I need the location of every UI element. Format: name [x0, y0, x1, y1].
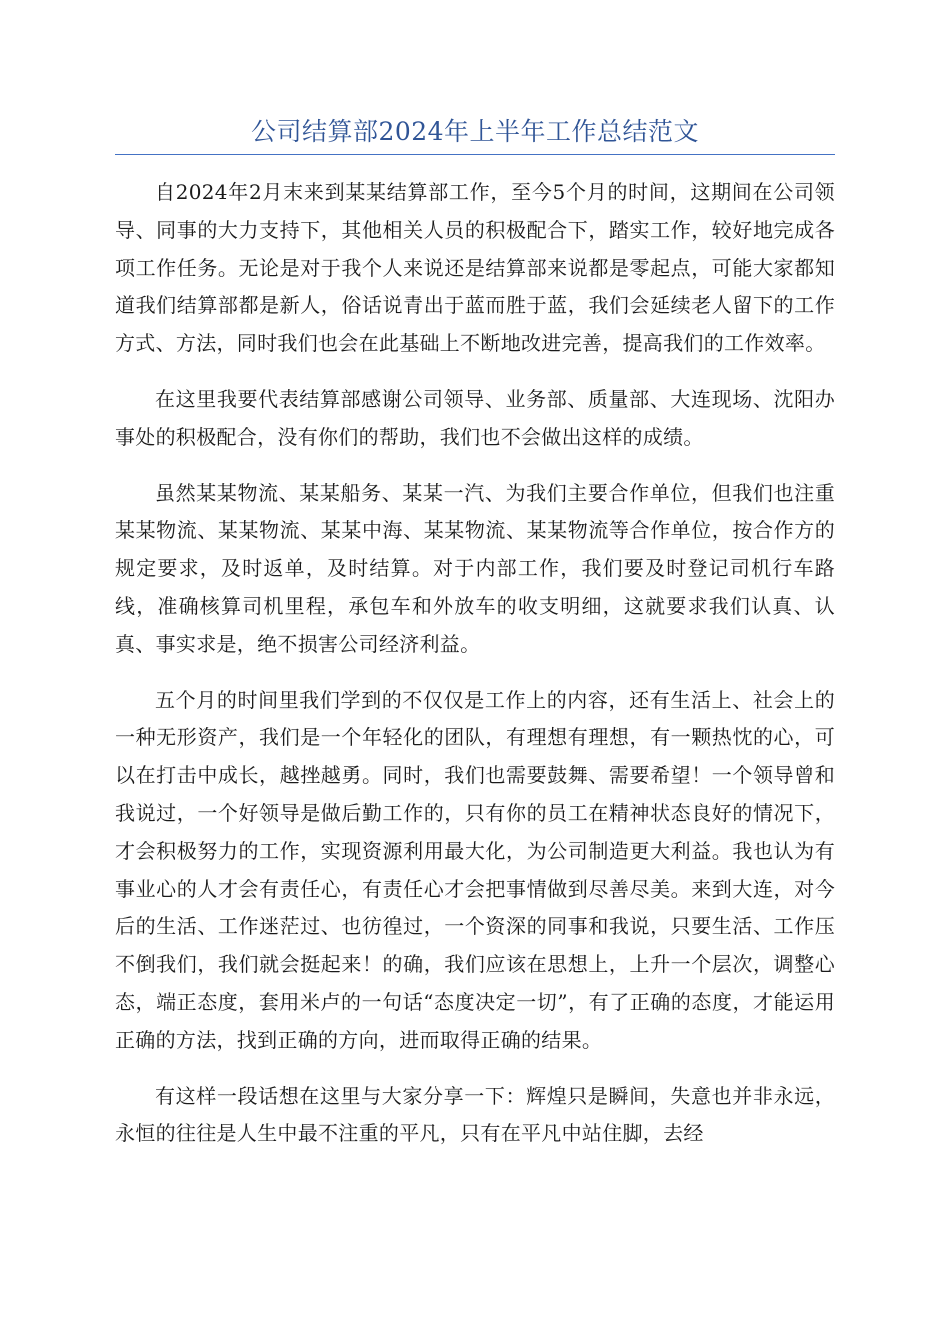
- document-title: 公司结算部2024年上半年工作总结范文: [250, 117, 700, 146]
- paragraph-1: 自2024年2月末来到某某结算部工作，至今5个月的时间，这期间在公司领导、同事的大力支持下，其他相关人员的积极配合下，踏实工作，较好地完成各项工作任务。无论是对于我个人来说还是结算部来说都是零起点，可能大家都知道我们结算部都是新人，俗话说青出于蓝而胜于蓝，我们会延续老人留下的工作方式、方法，同时我们也会在此基础上不断地改进完善，提高我们的工作效率。: [115, 180, 835, 356]
- paragraph-2: 在这里我要代表结算部感谢公司领导、业务部、质量部、大连现场、沈阳办事处的积极配合，没有你们的帮助，我们也不会做出这样的成绩。: [115, 386, 835, 449]
- paragraph-5: 有这样一段话想在这里与大家分享一下：辉煌只是瞬间，失意也并非永远，永恒的往往是人生中最不注重的平凡，只有在平凡中站住脚，去经: [115, 1083, 835, 1146]
- document-body: [115, 174, 835, 1171]
- title-underline: [115, 154, 835, 155]
- paragraph-4: 五个月的时间里我们学到的不仅仅是工作上的内容，还有生活上、社会上的一种无形资产，我们是一个年轻化的团队，有理想有理想，有一颗热忱的心，可以在打击中成长，越挫越勇。同时，我们也需要鼓舞、需要希望！一个领导曾和我说过，一个好领导是做后勤工作的，只有你的员工在精神状态良好的情况下，才会积极努力的工作，实现资源利用最大化，为公司制造更大利益。我也认为有事业心的人才会有责任心，有责任心才会把事情做到尽善尽美。来到大连，对今后的生活、工作迷茫过、也彷徨过，一个资深的同事和我说，只要生活、工作压不倒我们，我们就会挺起来！的确，我们应该在思想上，上升一个层次，调整心态，端正态度，套用米卢的一句话“态度决定一切”，有了正确的态度，才能运用正确的方法，找到正确的方向，进而取得正确的结果。: [115, 687, 835, 1052]
- paragraph-3: 虽然某某物流、某某船务、某某一汽、为我们主要合作单位，但我们也注重某某物流、某某物流、某某中海、某某物流、某某物流等合作单位，按合作方的规定要求，及时返单，及时结算。对于内部工作，我们要及时登记司机行车路线，准确核算司机里程，承包车和外放车的收支明细，这就要求我们认真、认真、事实求是，绝不损害公司经济利益。: [115, 480, 835, 656]
